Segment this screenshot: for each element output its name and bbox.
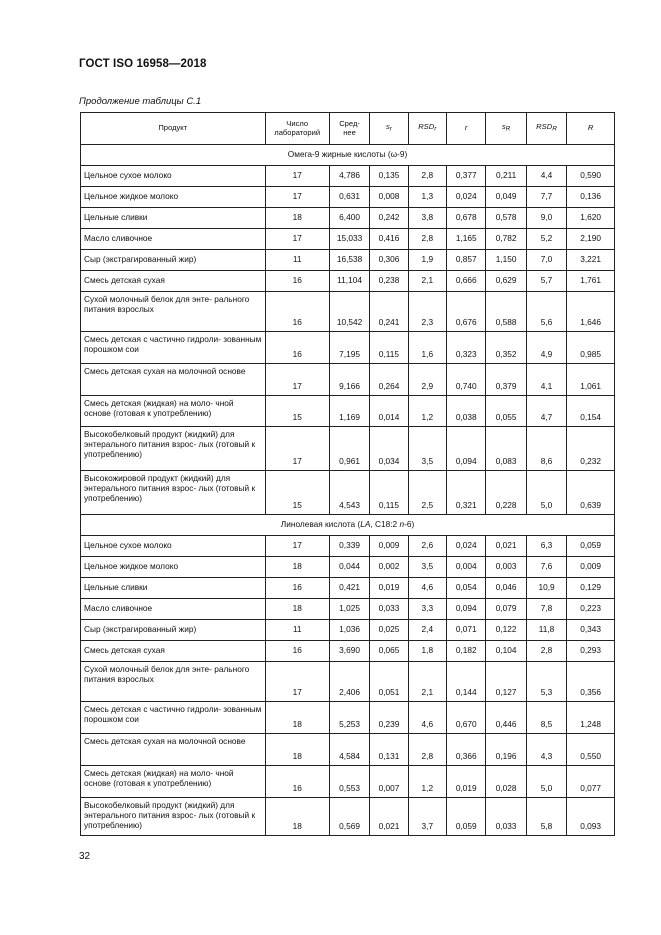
cell-labs: 16 (265, 271, 329, 292)
cell-product: Цельное жидкое молоко (81, 557, 266, 578)
cell-rsdr: 3,5 (408, 427, 446, 471)
cell-product: Смесь детская сухая (81, 271, 266, 292)
cell-product: Сыр (экстрагированный жир) (81, 250, 266, 271)
cell-sR: 0,211 (486, 166, 526, 187)
cell-mean: 3,690 (329, 641, 369, 662)
table-header-row (81, 113, 615, 145)
cell-sr: 0,034 (370, 427, 408, 471)
cell-R: 1,248 (567, 702, 615, 734)
cell-product: Смесь детская (жидкая) на моло- чной основе (готовая к употреблению) (81, 766, 266, 798)
cell-labs: 18 (265, 734, 329, 766)
cell-labs: 17 (265, 364, 329, 396)
cell-sr: 0,115 (370, 471, 408, 515)
cell-labs: 17 (265, 166, 329, 187)
cell-r: 0,038 (447, 396, 486, 427)
cell-rsdR: 4,7 (526, 396, 566, 427)
cell-rsdr: 3,8 (408, 208, 446, 229)
cell-mean: 4,786 (329, 166, 369, 187)
cell-r: 0,366 (447, 734, 486, 766)
cell-rsdr: 3,7 (408, 798, 446, 836)
cell-product: Сухой молочный белок для энте- рального питания взрослых (81, 292, 266, 332)
cell-rsdr: 1,6 (408, 332, 446, 364)
cell-sr: 0,416 (370, 229, 408, 250)
cell-sr: 0,014 (370, 396, 408, 427)
cell-sr: 0,264 (370, 364, 408, 396)
table-row (81, 427, 615, 471)
cell-r: 0,323 (447, 332, 486, 364)
cell-mean: 0,961 (329, 427, 369, 471)
col-header-labs: Число лабораторий (265, 113, 329, 145)
section-row (81, 515, 615, 536)
section-title (81, 515, 615, 536)
cell-r: 0,019 (447, 766, 486, 798)
cell-rsdr: 4,6 (408, 702, 446, 734)
cell-mean: 16,538 (329, 250, 369, 271)
cell-labs: 17 (265, 427, 329, 471)
col-header-rsdR (526, 113, 566, 145)
cell-R: 1,761 (567, 271, 615, 292)
cell-mean: 1,036 (329, 620, 369, 641)
table-caption: Продолжение таблицы С.1 (79, 96, 202, 107)
cell-R: 0,293 (567, 641, 615, 662)
cell-mean: 0,421 (329, 578, 369, 599)
cell-sR: 0,228 (486, 471, 526, 515)
table-body (81, 145, 615, 836)
cell-sR: 0,049 (486, 187, 526, 208)
cell-product: Смесь детская с частично гидроли- зованным порошком сои (81, 702, 266, 734)
cell-rsdR: 4,4 (526, 166, 566, 187)
cell-product: Цельное жидкое молоко (81, 187, 266, 208)
cell-sR: 0,629 (486, 271, 526, 292)
cell-mean: 6,400 (329, 208, 369, 229)
cell-R: 0,343 (567, 620, 615, 641)
cell-mean: 1,025 (329, 599, 369, 620)
cell-sr: 0,025 (370, 620, 408, 641)
cell-mean: 0,044 (329, 557, 369, 578)
cell-r: 0,024 (447, 187, 486, 208)
cell-sr: 0,306 (370, 250, 408, 271)
cell-rsdr: 1,3 (408, 187, 446, 208)
cell-r: 0,182 (447, 641, 486, 662)
cell-product: Цельное сухое молоко (81, 536, 266, 557)
cell-labs: 18 (265, 557, 329, 578)
table-row (81, 208, 615, 229)
cell-rsdR: 5,6 (526, 292, 566, 332)
cell-r: 0,678 (447, 208, 486, 229)
cell-labs: 16 (265, 332, 329, 364)
cell-R: 0,059 (567, 536, 615, 557)
cell-R: 0,154 (567, 396, 615, 427)
cell-rsdR: 9,0 (526, 208, 566, 229)
table-row (81, 578, 615, 599)
cell-product: Смесь детская сухая на молочной основе (81, 734, 266, 766)
cell-r: 0,676 (447, 292, 486, 332)
cell-mean: 0,569 (329, 798, 369, 836)
cell-r: 0,094 (447, 599, 486, 620)
col-header-sR-base: s (501, 122, 506, 132)
cell-R: 2,190 (567, 229, 615, 250)
cell-r: 0,024 (447, 536, 486, 557)
cell-product: Сухой молочный белок для энте- рального питания взрослых (81, 662, 266, 702)
cell-sR: 0,083 (486, 427, 526, 471)
cell-R: 3,221 (567, 250, 615, 271)
cell-mean: 0,339 (329, 536, 369, 557)
table-row (81, 229, 615, 250)
section-title-part: Линолевая кислота ( (280, 519, 361, 530)
cell-sr: 0,019 (370, 578, 408, 599)
cell-rsdr: 2,4 (408, 620, 446, 641)
cell-product: Высокобелковый продукт (жидкий) для энтерального питания взрос- лых (готовый к употреблению) (81, 798, 266, 836)
cell-rsdR: 8,6 (526, 427, 566, 471)
cell-r: 0,321 (447, 471, 486, 515)
cell-sr: 0,065 (370, 641, 408, 662)
cell-rsdR: 4,1 (526, 364, 566, 396)
cell-mean: 7,195 (329, 332, 369, 364)
cell-r: 0,857 (447, 250, 486, 271)
cell-rsdr: 1,2 (408, 396, 446, 427)
cell-rsdR: 5,8 (526, 798, 566, 836)
cell-mean: 4,584 (329, 734, 369, 766)
section-title-part: -6) (404, 519, 415, 530)
cell-labs: 16 (265, 766, 329, 798)
cell-rsdR: 5,7 (526, 271, 566, 292)
section-title-part: n (399, 519, 405, 530)
col-header-sr (370, 113, 408, 145)
cell-R: 0,639 (567, 471, 615, 515)
table-row (81, 620, 615, 641)
cell-rsdr: 3,3 (408, 599, 446, 620)
cell-sR: 0,352 (486, 332, 526, 364)
cell-sR: 0,021 (486, 536, 526, 557)
cell-R: 0,136 (567, 187, 615, 208)
table-row (81, 557, 615, 578)
cell-rsdr: 2,6 (408, 536, 446, 557)
cell-rsdR: 5,3 (526, 662, 566, 702)
cell-product: Масло сливочное (81, 229, 266, 250)
cell-sR: 0,079 (486, 599, 526, 620)
cell-rsdr: 2,5 (408, 471, 446, 515)
cell-product: Цельные сливки (81, 208, 266, 229)
section-title-part: , C18:2 (370, 519, 400, 530)
cell-labs: 11 (265, 250, 329, 271)
cell-sR: 0,003 (486, 557, 526, 578)
cell-labs: 17 (265, 229, 329, 250)
cell-sr: 0,242 (370, 208, 408, 229)
table-row (81, 396, 615, 427)
cell-rsdr: 3,5 (408, 557, 446, 578)
cell-rsdR: 5,2 (526, 229, 566, 250)
cell-mean: 4,543 (329, 471, 369, 515)
cell-rsdr: 1,2 (408, 766, 446, 798)
cell-rsdR: 4,3 (526, 734, 566, 766)
cell-labs: 15 (265, 471, 329, 515)
col-header-sr-sub: r (389, 125, 392, 133)
table-row (81, 641, 615, 662)
cell-mean: 11,104 (329, 271, 369, 292)
page-number: 32 (79, 851, 91, 862)
cell-rsdR: 10,9 (526, 578, 566, 599)
cell-rsdR: 5,0 (526, 471, 566, 515)
cell-mean: 5,253 (329, 702, 369, 734)
cell-product: Смесь детская (жидкая) на моло- чной основе (готовая к употреблению) (81, 396, 266, 427)
cell-product: Смесь детская сухая на молочной основе (81, 364, 266, 396)
cell-labs: 11 (265, 620, 329, 641)
cell-labs: 17 (265, 536, 329, 557)
table-row (81, 662, 615, 702)
col-header-sR (486, 113, 526, 145)
table-row (81, 798, 615, 836)
cell-r: 0,666 (447, 271, 486, 292)
cell-sR: 0,578 (486, 208, 526, 229)
cell-sr: 0,238 (370, 271, 408, 292)
cell-rsdR: 5,0 (526, 766, 566, 798)
table-row (81, 332, 615, 364)
cell-R: 0,129 (567, 578, 615, 599)
cell-mean: 1,169 (329, 396, 369, 427)
cell-r: 0,377 (447, 166, 486, 187)
cell-R: 1,061 (567, 364, 615, 396)
cell-labs: 18 (265, 208, 329, 229)
cell-labs: 17 (265, 662, 329, 702)
cell-product: Цельные сливки (81, 578, 266, 599)
cell-rsdr: 2,1 (408, 662, 446, 702)
cell-R: 0,985 (567, 332, 615, 364)
col-header-R-text: R (587, 123, 594, 133)
cell-sR: 0,446 (486, 702, 526, 734)
cell-rsdR: 7,0 (526, 250, 566, 271)
cell-R: 0,590 (567, 166, 615, 187)
col-header-rsdr-base: RSD (418, 122, 435, 132)
cell-labs: 17 (265, 187, 329, 208)
cell-sr: 0,051 (370, 662, 408, 702)
col-header-R (567, 113, 615, 145)
cell-sR: 0,055 (486, 396, 526, 427)
cell-mean: 15,033 (329, 229, 369, 250)
cell-product: Масло сливочное (81, 599, 266, 620)
cell-R: 0,009 (567, 557, 615, 578)
cell-labs: 16 (265, 292, 329, 332)
cell-sr: 0,009 (370, 536, 408, 557)
cell-rsdr: 2,9 (408, 364, 446, 396)
table-row (81, 166, 615, 187)
table-row (81, 271, 615, 292)
cell-rsdR: 7,6 (526, 557, 566, 578)
table-row (81, 766, 615, 798)
col-header-rsdR-sub: R (552, 125, 557, 133)
cell-rsdR: 7,7 (526, 187, 566, 208)
cell-sR: 0,588 (486, 292, 526, 332)
cell-labs: 18 (265, 702, 329, 734)
table-row (81, 471, 615, 515)
cell-labs: 16 (265, 641, 329, 662)
section-row (81, 145, 615, 166)
cell-sR: 0,122 (486, 620, 526, 641)
section-title-part: LA (360, 519, 371, 530)
cell-sR: 0,033 (486, 798, 526, 836)
cell-product: Сыр (экстрагированный жир) (81, 620, 266, 641)
cell-sr: 0,008 (370, 187, 408, 208)
cell-R: 0,356 (567, 662, 615, 702)
cell-sR: 0,379 (486, 364, 526, 396)
col-header-rsdR-base: RSD (536, 122, 553, 132)
cell-rsdr: 2,3 (408, 292, 446, 332)
table-row (81, 702, 615, 734)
col-header-r-text: r (464, 123, 468, 133)
cell-rsdr: 4,6 (408, 578, 446, 599)
col-header-product: Продукт (81, 113, 266, 145)
cell-product: Высокобелковый продукт (жидкий) для энтерального питания взрос- лых (готовый к употреблению) (81, 427, 266, 471)
cell-R: 0,093 (567, 798, 615, 836)
col-header-mean: Сред- нее (329, 113, 369, 145)
cell-R: 0,232 (567, 427, 615, 471)
cell-r: 0,094 (447, 427, 486, 471)
cell-labs: 18 (265, 798, 329, 836)
cell-sR: 0,104 (486, 641, 526, 662)
cell-R: 1,646 (567, 292, 615, 332)
cell-r: 0,071 (447, 620, 486, 641)
cell-sr: 0,033 (370, 599, 408, 620)
cell-sR: 1,150 (486, 250, 526, 271)
cell-sr: 0,135 (370, 166, 408, 187)
table-row (81, 292, 615, 332)
cell-R: 1,620 (567, 208, 615, 229)
table-row (81, 536, 615, 557)
cell-labs: 16 (265, 578, 329, 599)
col-header-rsdr (408, 113, 446, 145)
cell-sr: 0,007 (370, 766, 408, 798)
cell-product: Смесь детская с частично гидроли- зованным порошком сои (81, 332, 266, 364)
cell-rsdR: 2,8 (526, 641, 566, 662)
cell-sR: 0,046 (486, 578, 526, 599)
cell-r: 0,004 (447, 557, 486, 578)
cell-rsdR: 6,3 (526, 536, 566, 557)
cell-sr: 0,115 (370, 332, 408, 364)
cell-mean: 2,406 (329, 662, 369, 702)
col-header-rsdr-sub: r (434, 125, 437, 133)
cell-sr: 0,239 (370, 702, 408, 734)
cell-product: Цельное сухое молоко (81, 166, 266, 187)
col-header-sr-base: s (385, 122, 390, 132)
cell-labs: 18 (265, 599, 329, 620)
cell-rsdR: 7,8 (526, 599, 566, 620)
cell-sR: 0,028 (486, 766, 526, 798)
table-row (81, 734, 615, 766)
cell-mean: 9,166 (329, 364, 369, 396)
cell-labs: 15 (265, 396, 329, 427)
cell-sr: 0,131 (370, 734, 408, 766)
cell-r: 0,054 (447, 578, 486, 599)
cell-mean: 0,553 (329, 766, 369, 798)
table-row (81, 187, 615, 208)
cell-rsdr: 2,8 (408, 734, 446, 766)
cell-R: 0,077 (567, 766, 615, 798)
table-row (81, 250, 615, 271)
cell-r: 0,670 (447, 702, 486, 734)
cell-rsdr: 2,8 (408, 229, 446, 250)
cell-r: 0,059 (447, 798, 486, 836)
cell-sr: 0,021 (370, 798, 408, 836)
cell-rsdR: 11,8 (526, 620, 566, 641)
cell-rsdR: 4,9 (526, 332, 566, 364)
table-row (81, 599, 615, 620)
cell-sr: 0,002 (370, 557, 408, 578)
table-row (81, 364, 615, 396)
cell-mean: 0,631 (329, 187, 369, 208)
cell-product: Смесь детская сухая (81, 641, 266, 662)
cell-rsdr: 1,9 (408, 250, 446, 271)
cell-R: 0,550 (567, 734, 615, 766)
cell-rsdr: 1,8 (408, 641, 446, 662)
cell-sR: 0,127 (486, 662, 526, 702)
cell-product: Высокожировой продукт (жидкий) для энтерального питания взрос- лых (готовый к употреблению) (81, 471, 266, 515)
data-table (80, 112, 615, 836)
cell-sr: 0,241 (370, 292, 408, 332)
cell-r: 0,740 (447, 364, 486, 396)
document-header: ГОСТ ISO 16958—2018 (79, 58, 207, 70)
section-title: Омега-9 жирные кислоты (ω-9) (81, 145, 615, 166)
cell-r: 0,144 (447, 662, 486, 702)
cell-rsdr: 2,8 (408, 166, 446, 187)
cell-sR: 0,196 (486, 734, 526, 766)
col-header-r (447, 113, 486, 145)
cell-R: 0,223 (567, 599, 615, 620)
cell-rsdR: 8,5 (526, 702, 566, 734)
cell-sR: 0,782 (486, 229, 526, 250)
cell-rsdr: 2,1 (408, 271, 446, 292)
col-header-sR-sub: R (505, 125, 511, 133)
cell-r: 1,165 (447, 229, 486, 250)
cell-mean: 10,542 (329, 292, 369, 332)
